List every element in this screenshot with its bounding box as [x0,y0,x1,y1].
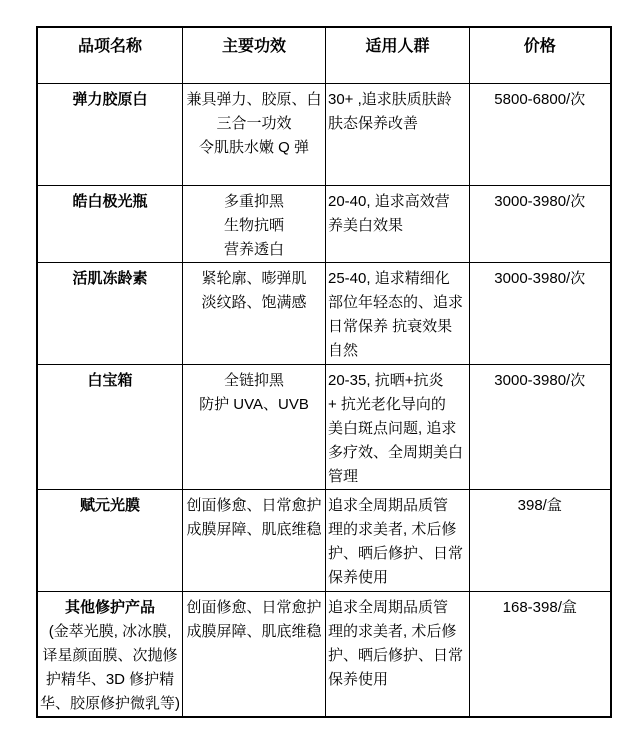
effect-line: 多重抑黑 [223,192,284,210]
audience-line: 管理 [328,467,359,485]
audience-line: 保养使用 [328,670,389,688]
audience-line: 部位年轻态的、追求 [328,293,464,311]
product-name: 其他修护产品 [64,598,155,616]
audience-line: 多疗效、全周期美白 [328,443,464,461]
column-header-3: 价格 [470,27,611,83]
audience-line: 20-35, 抗晒+抗炎 [328,371,444,389]
product-comparison-table [36,26,612,718]
column-header-0: 品项名称 [37,27,183,83]
price-cell [470,489,611,591]
column-header-2: 适用人群 [326,27,470,83]
audience-line: 20-40, 追求高效营 [328,192,450,210]
audience-line: 25-40, 追求精细化 [328,269,450,287]
effect-line: 全链抑黑 [223,371,284,389]
audience-line: 理的求美者, 术后修 [328,622,457,640]
price-value: 168-398/盒 [502,598,577,616]
effects-cell [183,591,326,717]
product-name-note-line: 译星颜面膜、次抛修 [42,646,178,664]
product-name-cell [37,364,183,489]
column-header-1: 主要功效 [183,27,326,83]
effects-cell [183,489,326,591]
audience-cell [326,489,470,591]
audience-line: 护、晒后修护、日常 [328,544,464,562]
audience-line: 日常保养 抗衰效果 [328,317,453,335]
effect-line: 兼具弹力、胶原、白 [186,90,322,108]
effects-cell [183,185,326,262]
product-name: 皓白极光瓶 [72,192,148,210]
effect-line: 三合一功效 [216,114,292,132]
table-row [37,489,611,591]
effect-line: 生物抗晒 [223,216,284,234]
product-name-cell [37,185,183,262]
table-row [37,262,611,364]
price-value: 3000-3980/次 [494,371,586,389]
price-cell [470,185,611,262]
product-name: 赋元光膜 [79,496,140,514]
audience-cell [326,591,470,717]
audience-cell [326,185,470,262]
audience-line: 理的求美者, 术后修 [328,520,457,538]
product-name: 活肌冻龄素 [72,269,148,287]
audience-cell [326,83,470,185]
product-name-note-line: 华、胶原修护微乳等) [40,694,180,712]
product-name-cell [37,262,183,364]
price-cell [470,591,611,717]
price-cell [470,83,611,185]
effect-line: 令肌肤水嫩 Q 弹 [198,138,309,156]
effects-cell [183,262,326,364]
table-row [37,83,611,185]
audience-cell [326,262,470,364]
effect-line: 成膜屏障、肌底维稳 [186,622,322,640]
price-value: 3000-3980/次 [494,269,586,287]
product-name-cell [37,489,183,591]
effects-cell [183,83,326,185]
header-row [37,27,611,83]
audience-line: 美白斑点问题, 追求 [328,419,457,437]
table-body [37,83,611,717]
audience-line: 护、晒后修护、日常 [328,646,464,664]
effect-line: 成膜屏障、肌底维稳 [186,520,322,538]
product-name-cell [37,83,183,185]
product-name: 白宝箱 [87,371,133,389]
effect-line: 紧轮廓、嘭弹肌 [201,269,307,287]
audience-line: 肤态保养改善 [328,114,419,132]
effect-line: 营养透白 [223,240,284,258]
effect-line: 创面修愈、日常愈护 [186,496,322,514]
table-row [37,591,611,717]
audience-cell [326,364,470,489]
audience-line: 30+ ,追求肤质肤龄 [328,90,452,108]
product-name-cell [37,591,183,717]
price-cell [470,364,611,489]
table-row [37,185,611,262]
effect-line: 淡纹路、饱满感 [201,293,307,311]
product-name: 弹力胶原白 [72,90,148,108]
table-row [37,364,611,489]
effect-line: 防护 UVA、UVB [199,395,309,413]
audience-line: 追求全周期品质管 [328,496,449,514]
audience-line: 养美白效果 [328,216,404,234]
price-value: 3000-3980/次 [494,192,586,210]
audience-line: + 抗光老化导向的 [328,395,446,413]
product-name-note-line: 护精华、3D 修护精 [45,670,175,688]
audience-line: 自然 [328,341,359,359]
audience-line: 保养使用 [328,568,389,586]
audience-line: 追求全周期品质管 [328,598,449,616]
effect-line: 创面修愈、日常愈护 [186,598,322,616]
product-name-note-line: (金萃光膜, 冰冰膜, [48,622,172,640]
price-cell [470,262,611,364]
price-value: 398/盒 [517,496,562,514]
price-value: 5800-6800/次 [494,90,586,108]
effects-cell [183,364,326,489]
